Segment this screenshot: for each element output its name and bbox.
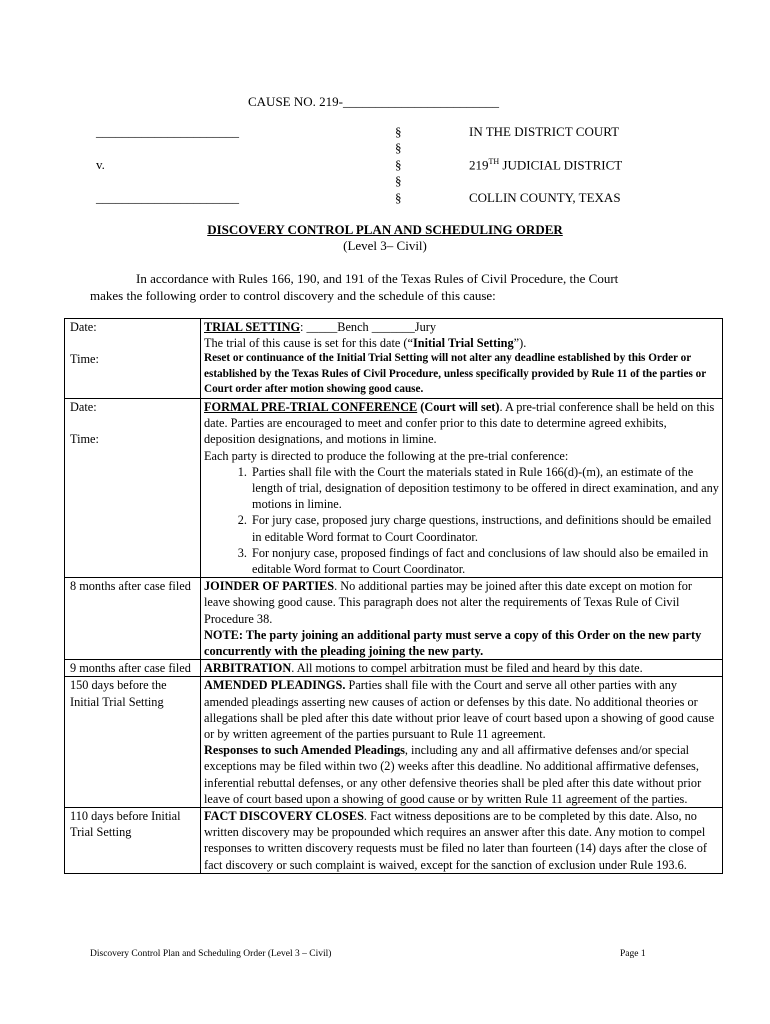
arbitration-heading: ARBITRATION [204,661,292,676]
intro-line-1: In accordance with Rules 166, 190, and 191 of the Texas Rules of Civil Procedure, the Court [136,271,619,286]
cause-number [248,94,499,110]
date-cell [65,398,201,577]
fact-discovery-cell [201,807,723,873]
bench-jury-choice: : _____Bench _______Jury [300,320,436,334]
county-name: COLLIN COUNTY, TEXAS [469,190,621,205]
table-row [65,319,723,399]
court-name: IN THE DISTRICT COURT [469,124,620,139]
fact-discovery-heading: FACT DISCOVERY CLOSES [204,808,364,823]
time-label: Time: [70,432,99,447]
list-item: 2. For jury case, proposed jury charge questions, instructions, and definitions should be emailed in editable Word format to Court Coordinator. [250,512,719,544]
responses-text: , including any and all affirmative defenses and/or special exceptions may be filed within two (2) weeks after this deadline. No additional affirmative defenses, inferential rebuttal defenses, or any other defensive theories shall be pled after this date without prior leave of court based upon a showing of good cause or by written Rule 11 agreement of the parties. [204,743,702,806]
trial-setting-cell [201,319,723,399]
joinder-text: . No additional parties may be joined after this date except on motion for leave showing good cause. This paragraph does not alter the requirements of Texas Rule of Civil Procedure 38. [204,579,692,626]
deadline-cell: 150 days before the Initial Trial Setting [65,677,201,808]
joinder-heading: JOINDER OF PARTIES [204,579,335,594]
footer-title: Discovery Control Plan and Scheduling Order (Level 3 – Civil) [90,949,332,959]
fact-discovery-text: . Fact witness depositions are to be completed by this date. Also, no written discovery may be propounded which requires an answer after this date. Any motion to compel responses to written discovery requests must be filed no later than fourteen (14) days after the close of fact discovery or such complaint is waived, except for the sanction of exclusion under Rule 193.6. [204,808,707,872]
section-mark: § [395,124,402,139]
table-row [65,660,723,677]
section-mark: § [395,190,402,205]
defendant-blank: ______________________ [96,190,239,205]
district-number: 219 [469,157,489,173]
amended-paragraph [204,677,719,742]
section-mark: § [395,173,402,188]
list-item: 3. For nonjury case, proposed findings of fact and conclusions of law should also be emailed in editable Word format to Court Coordinator. [250,545,719,577]
table-row [65,578,723,660]
trial-text-end: ”). [513,336,527,351]
deadline-cell: 110 days before Initial Trial Setting [65,807,201,873]
document-subtitle: (Level 3– Civil) [343,238,427,253]
table-row [65,677,723,808]
time-label: Time: [70,352,99,367]
cause-number-prefix: CAUSE NO. 219- [248,94,343,109]
section-mark: § [395,157,402,172]
arbitration-cell [201,660,723,677]
date-label: Date: [70,320,97,334]
judicial-district [469,157,622,173]
deadline-cell: 8 months after case filed [65,578,201,660]
intro-line-2: makes the following order to control discovery and the schedule of this cause: [90,288,496,303]
pretrial-text: . A pre-trial conference shall be held on this date. Parties are encouraged to meet and confer prior to this date to determine agreed exhibits, deposition designations, and motions in limine. [204,399,715,447]
cause-number-blank: ________________________ [342,94,499,109]
versus-label: v. [96,157,105,172]
page-number: Page 1 [620,949,646,959]
list-item: 1. Parties shall file with the Court the materials stated in Rule 166(d)-(m), an estimate of the length of trial, designation of deposition testimony to be offered in direct examination, and any motions in limine. [250,464,719,513]
joinder-cell [201,578,723,660]
each-party-line: Each party is directed to produce the following at the pre-trial conference: [204,448,569,463]
amended-pleadings-cell [201,677,723,808]
trial-setting-heading: TRIAL SETTING [204,320,301,334]
trial-setting-line [204,335,719,351]
pretrial-heading: FORMAL PRE-TRIAL CONFERENCE [204,399,418,414]
deadline-cell: 9 months after case filed [65,660,201,677]
date-label: Date: [70,399,97,414]
district-rest: JUDICIAL DISTRICT [499,157,623,173]
schedule-table [64,318,723,874]
date-cell [65,319,201,399]
table-row [65,807,723,873]
pretrial-cell [201,398,723,577]
responses-paragraph [204,742,719,807]
arbitration-text: . All motions to compel arbitration must be filed and heard by this date. [291,661,643,676]
amended-heading: AMENDED PLEADINGS. [204,678,346,693]
pretrial-items [204,464,719,577]
plaintiff-blank: ______________________ [96,124,239,139]
trial-text: The trial of this cause is set for this date (“ [204,336,413,351]
document-title: DISCOVERY CONTROL PLAN AND SCHEDULING ORDER [207,222,563,237]
joinder-note: NOTE: The party joining an additional party must serve a copy of this Order on the new party concurrently with the pleading joining the new party. [204,627,702,658]
section-mark: § [395,140,402,155]
court-will-set: (Court will set) [417,399,500,414]
reset-note: Reset or continuance of the Initial Trial Setting will not alter any deadline established by this Order or established by the Texas Rules of Civil Procedure, unless specifically provided by Rule 11 of the parties or Court order after motion showing good cause. [204,352,707,396]
joinder-paragraph [204,578,719,627]
table-row [65,398,723,577]
pretrial-paragraph [204,399,719,448]
amended-text: Parties shall file with the Court and serve all other parties with any amended pleadings asserting new causes of action or defenses by this date. No additional theories or allegations shall be pled after this date without prior leave of court based upon a showing of good cause or by written agreement of the parties pursuant to Rule 11 agreement. [204,678,715,741]
initial-trial-setting-term: Initial Trial Setting [412,336,514,351]
district-suffix: TH [488,157,500,166]
responses-heading: Responses to such Amended Pleadings [204,743,405,758]
trial-setting-heading-line [204,319,719,335]
